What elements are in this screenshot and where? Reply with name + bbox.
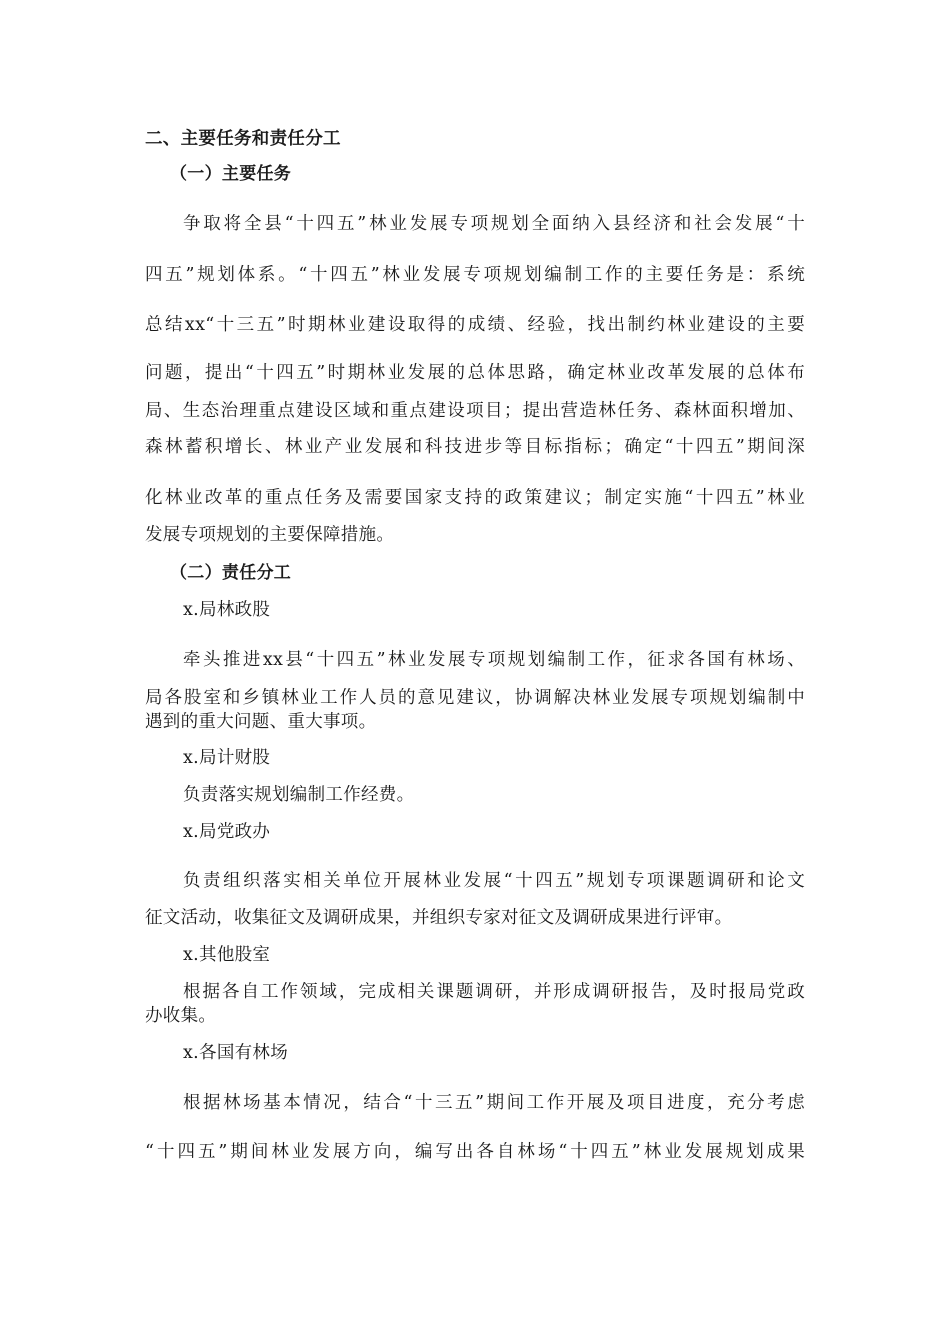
paragraph-line: 发展专项规划的主要保障措施。: [145, 525, 395, 545]
paragraph-line: 根据林场基本情况，结合“十三五”期间工作开展及项目进度，充分考虑: [183, 1093, 805, 1113]
paragraph-line: 总结xx“十三五”时期林业建设取得的成绩、经验，找出制约林业建设的主要: [145, 315, 805, 335]
paragraph-line: 负责落实规划编制工作经费。: [183, 785, 415, 805]
unit-name-other-offices: x.其他股室: [183, 945, 271, 965]
paragraph-line: 遇到的重大问题、重大事项。: [145, 712, 377, 732]
paragraph-line: 牵头推进xx县“十四五”林业发展专项规划编制工作，征求各国有林场、: [183, 650, 805, 670]
unit-name-finance: x.局计财股: [183, 748, 271, 768]
paragraph-line: 局、生态治理重点建设区域和重点建设项目；提出营造林任务、森林面积增加、: [145, 401, 805, 421]
section-2-title: （二）责任分工: [170, 563, 292, 583]
unit-name-state-forest-farms: x.各国有林场: [183, 1043, 289, 1063]
paragraph-line: 问题，提出“十四五”时期林业发展的总体思路，确定林业改革发展的总体布: [145, 363, 805, 383]
paragraph-line: 局各股室和乡镇林业工作人员的意见建议，协调解决林业发展专项规划编制中: [145, 688, 805, 708]
paragraph-line: 根据各自工作领域，完成相关课题调研，并形成调研报告，及时报局党政: [183, 982, 805, 1002]
main-heading: 二、主要任务和责任分工: [145, 129, 341, 149]
paragraph-line: 征文活动，收集征文及调研成果，并组织专家对征文及调研成果进行评审。: [145, 908, 733, 928]
unit-name-party-office: x.局党政办: [183, 822, 271, 842]
paragraph-line: 争取将全县“十四五”林业发展专项规划全面纳入县经济和社会发展“十: [183, 214, 805, 234]
paragraph-line: 森林蓄积增长、林业产业发展和科技进步等目标指标；确定“十四五”期间深: [145, 437, 805, 457]
paragraph-line: 负责组织落实相关单位开展林业发展“十四五”规划专项课题调研和论文: [183, 871, 805, 891]
paragraph-line: 四五”规划体系。“十四五”林业发展专项规划编制工作的主要任务是：系统: [145, 265, 805, 285]
paragraph-line: 化林业改革的重点任务及需要国家支持的政策建议；制定实施“十四五”林业: [145, 488, 805, 508]
paragraph-line: 办收集。: [145, 1006, 217, 1026]
paragraph-line: “十四五”期间林业发展方向，编写出各自林场“十四五”林业发展规划成果: [145, 1142, 805, 1162]
unit-name-forestry-admin: x.局林政股: [183, 600, 271, 620]
section-1-title: （一）主要任务: [170, 164, 292, 184]
